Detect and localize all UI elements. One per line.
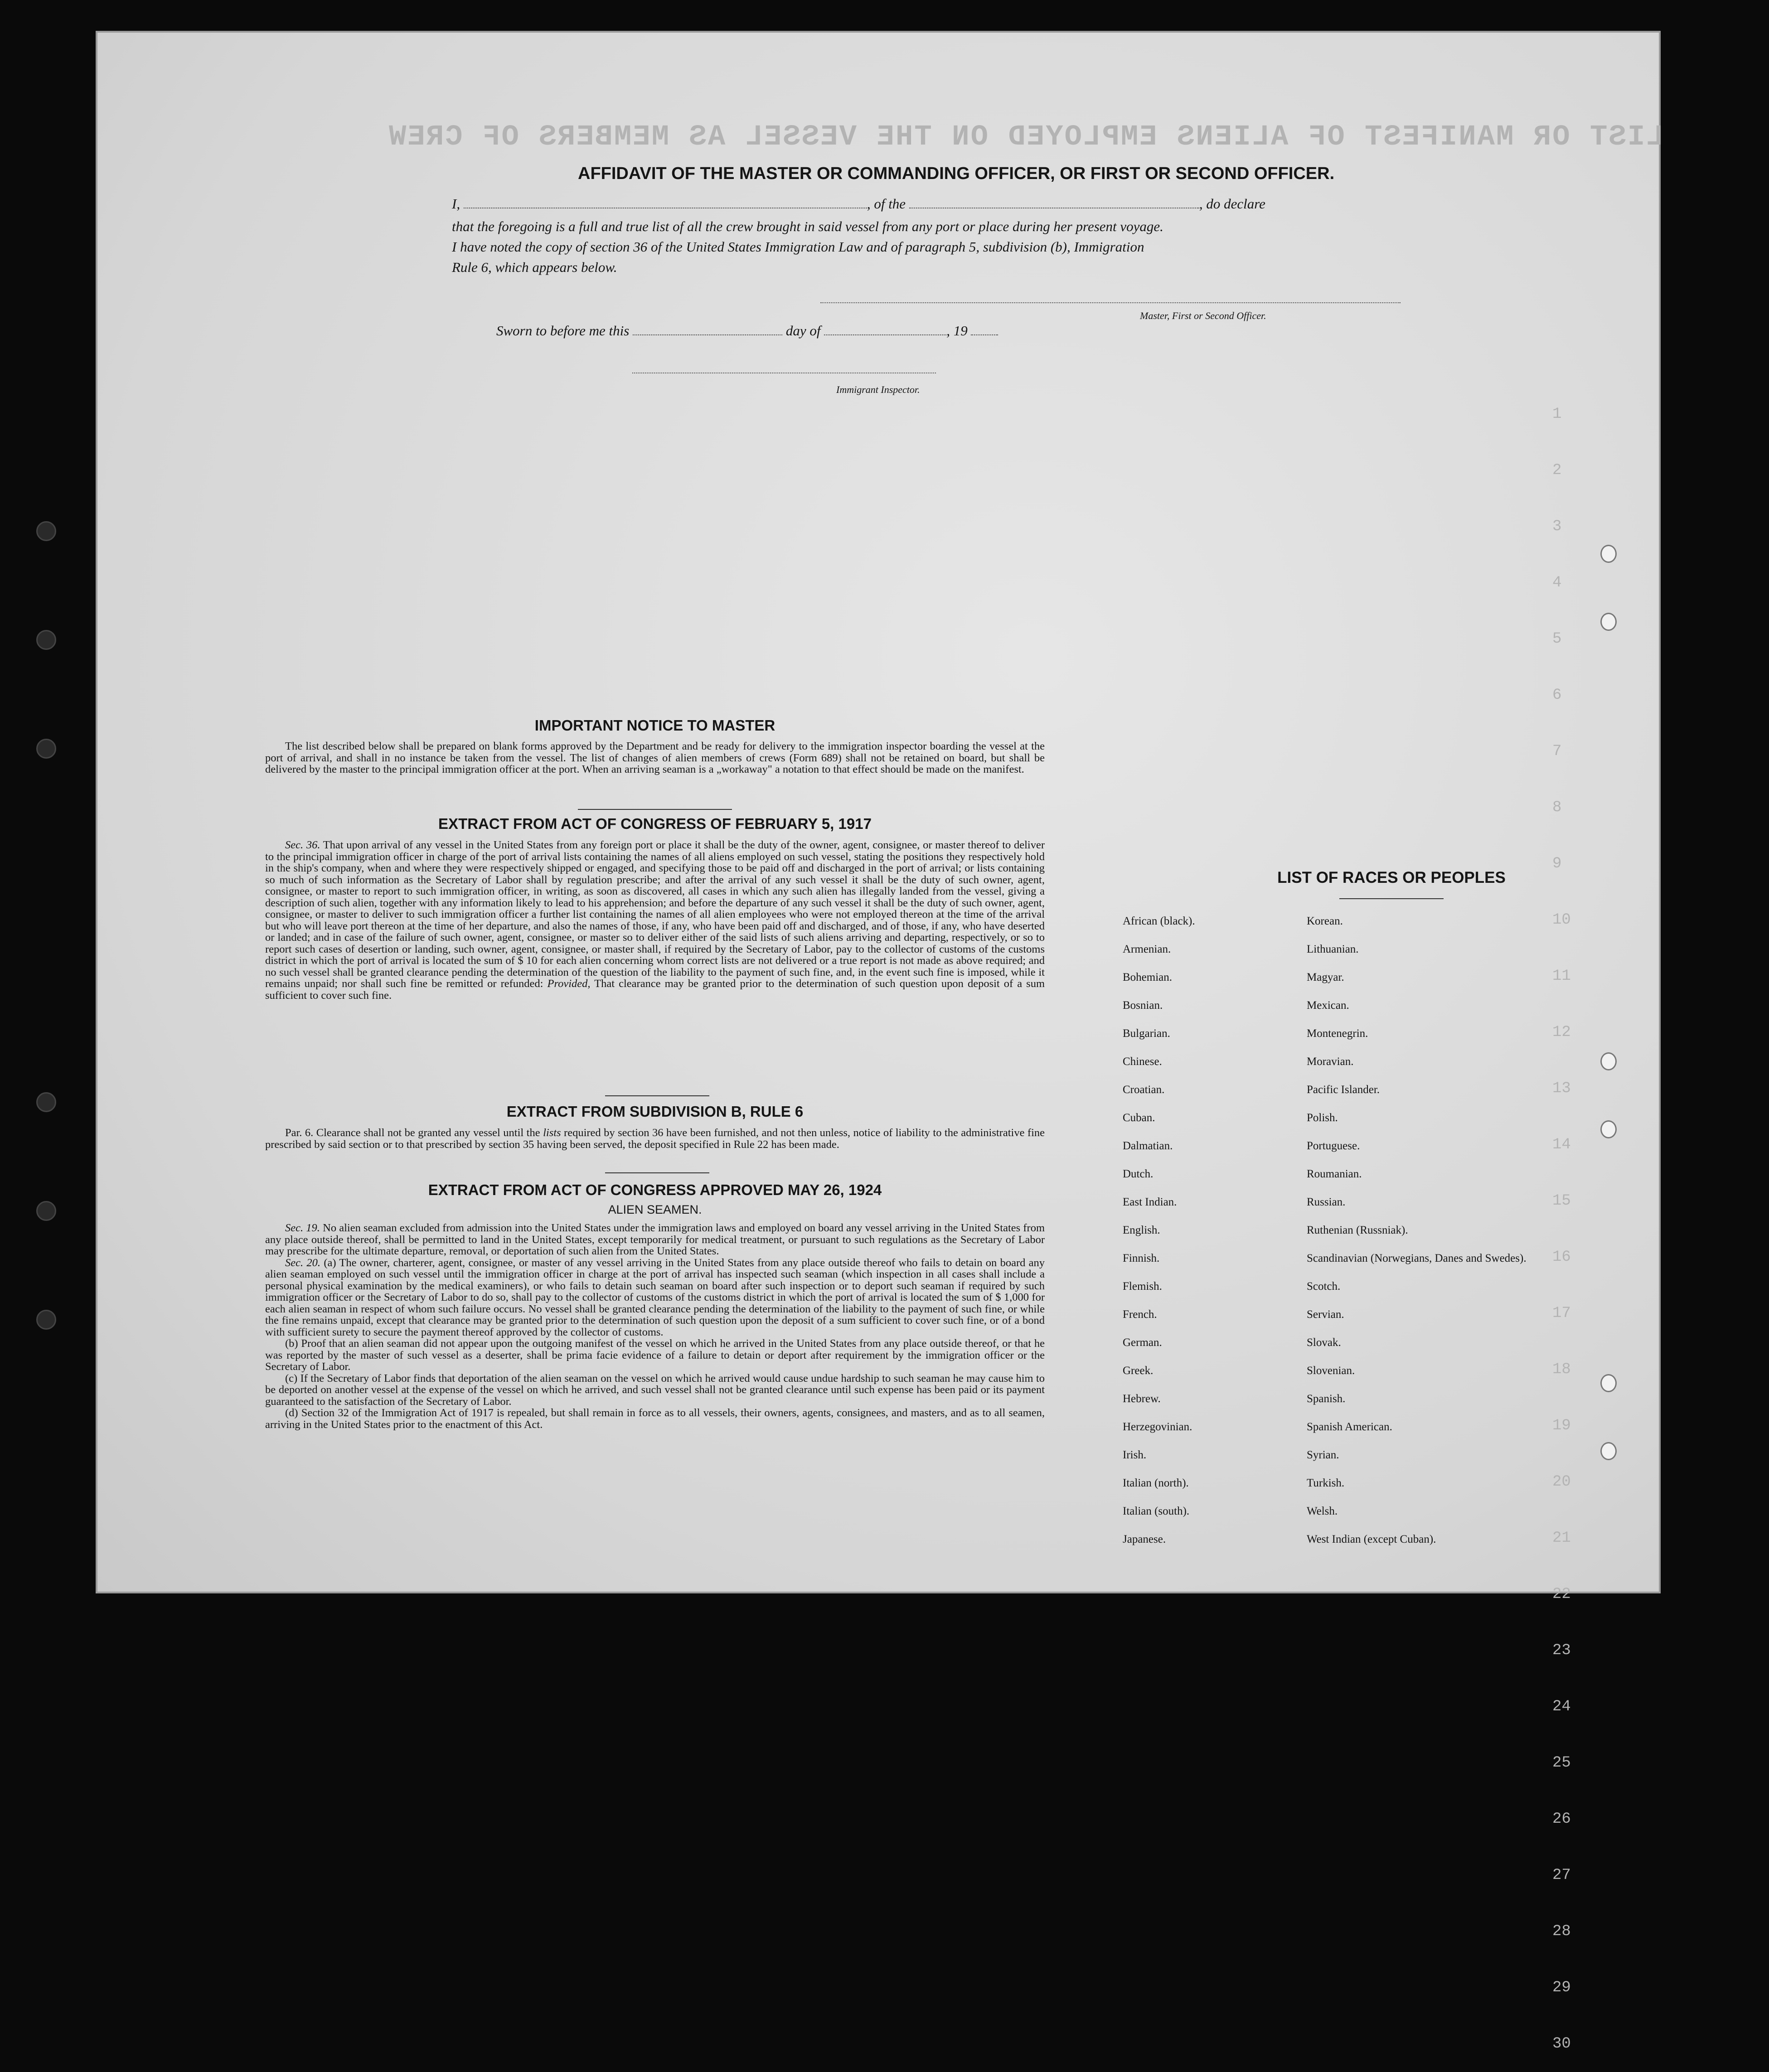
sworn-year-field[interactable] [971, 324, 998, 335]
rule6-text-start: Par. 6. Clearance shall not be granted any vessel until the [285, 1127, 540, 1139]
race-item: Bosnian. [1123, 999, 1163, 1012]
notice-paragraph: The list described below shall be prepared on blank forms approved by the Department and be ready for delivery to the immigration inspector boarding the vessel at the port of arrival, and shall in no instance be taken from the vessel. The list of changes of alien members of crews (Form 689) shall not be retained on board, but shall be delivered by the master to the principal immigration officer at the port. When an arriving seaman is a „workaway" a notation to that effect should be made on the manifest. [265, 740, 1045, 775]
binder-hole [36, 739, 56, 759]
section-divider [578, 809, 732, 810]
race-item: Polish. [1307, 1112, 1338, 1124]
vessel-field[interactable] [909, 198, 1199, 208]
races-title: LIST OF RACES OR PEOPLES [1277, 869, 1506, 886]
races-left-column [1123, 915, 1313, 1562]
sec-19-label: Sec. 19. [285, 1222, 320, 1234]
rule6-text-end: required by section 36 have been furnished, and not then unless, notice of liability to the administrative fine prescribed by said section or to that prescribed by section 35 having been served, the deposit specified in Rule 22 has been made. [265, 1127, 1045, 1151]
extract-1917-title: EXTRACT FROM ACT OF CONGRESS OF FEBRUARY 5, 1917 [438, 815, 872, 832]
race-item: Japanese. [1123, 1533, 1166, 1545]
race-item: Cuban. [1123, 1112, 1155, 1124]
race-item: English. [1123, 1224, 1160, 1236]
sworn-line [496, 323, 998, 339]
sec-20a-text: (a) The owner, charterer, agent, consignee, or master of any vessel arriving in the United States from any place outside thereof who fails to detain on board any alien seaman employed on such vessel until the immigration officer in charge at the port of arrival has inspected such seaman (which inspection in all cases shall include a personal physical examination by the medical examiners), or who fails to detain such seaman on board after such inspection or to deport such seaman if required by such immigration officer or the Secretary of Labor to do so, shall pay to the collector of customs of the customs district in which the port of arrival is located the sum of $ 1,000 for each alien seaman in respect of whom such failure occurs. No vessel shall be granted clearance pending the determination of the liability to the payment of such fine, or while the fine remains unpaid, except that clearance may be granted prior to the determination of such question upon the deposit of a sum sufficient to cover such fine, or of a bond with sufficient surety to secure the payment thereof approved by the collector of customs. [265, 1256, 1045, 1338]
race-item: Syrian. [1307, 1449, 1339, 1461]
race-item: Montenegrin. [1307, 1027, 1368, 1040]
section-divider [605, 1095, 709, 1096]
affidavit-declaration-line [452, 196, 1265, 212]
race-item: Dalmatian. [1123, 1140, 1173, 1152]
bleed-through-row-numbers: 1 2 3 4 5 6 7 8 9 10 11 12 13 14 15 16 17 18 19 20 21 22 23 24 25 26 27 28 29 30 [1552, 406, 1571, 2053]
affidavit-statement-1: that the foregoing is a full and true list of all the crew brought in said vessel from any port or place during her present voyage. [452, 218, 1163, 234]
sec-19-text: No alien seaman excluded from admission into the United States under the immigration laws and employed on board any vessel arriving in the United States from any place outside thereof, shall be permitted to land in the United States, except temporarily for medical treatment, or pursuant to such regulations as the Secretary of Labor may prescribe for the ultimate departure, removal, or deportation of such alien from the United States. [265, 1222, 1045, 1257]
sworn-day-field[interactable] [633, 324, 782, 335]
i-label: I, [452, 196, 460, 212]
race-item: Scotch. [1307, 1280, 1341, 1293]
race-item: Portuguese. [1307, 1140, 1360, 1152]
affidavit-statement-3: Rule 6, which appears below. [452, 259, 617, 275]
race-item: African (black). [1123, 915, 1195, 927]
extract-1924-title: EXTRACT FROM ACT OF CONGRESS APPROVED MAY 26, 1924 [428, 1181, 882, 1198]
name-field[interactable] [464, 198, 867, 208]
lists-word: lists [543, 1127, 561, 1139]
binder-hole [36, 1310, 56, 1330]
race-item: Finnish. [1123, 1252, 1160, 1264]
extract-1924-text [265, 1222, 1045, 1430]
race-item: German. [1123, 1336, 1162, 1349]
sec-20b-paragraph: (b) Proof that an alien seaman did not appear upon the outgoing manifest of the vessel on which he arrived in the United States from any place outside thereof, or that he was reported by the master of such vessel as a deserter, shall be prima facie evidence of a failure to detain or deport after requirement by the immigration officer or the Secretary of Labor. [265, 1337, 1045, 1373]
of-the-label: , of the [867, 196, 906, 212]
punch-hole [1600, 545, 1617, 563]
master-signature-line[interactable] [820, 302, 1401, 303]
race-item: Bohemian. [1123, 971, 1173, 983]
punch-hole [1600, 613, 1617, 631]
race-item: Dutch. [1123, 1168, 1153, 1180]
sec-36-text-end: That clearance may be granted prior to the determination of such question upon deposit of a sum sufficient to cover such fine. [265, 978, 1045, 1002]
race-item: Slovak. [1307, 1336, 1341, 1349]
race-item: Russian. [1307, 1196, 1346, 1208]
do-declare-label: , do declare [1199, 196, 1265, 212]
sec-20-label: Sec. 20. [285, 1256, 321, 1269]
day-of-label: day of [785, 323, 821, 339]
race-item: Flemish. [1123, 1280, 1162, 1293]
race-item: Greek. [1123, 1365, 1153, 1377]
extract-1917-text [265, 839, 1045, 1001]
inspector-label: Immigrant Inspector. [836, 384, 920, 395]
race-item: Ruthenian (Russniak). [1307, 1224, 1408, 1236]
rule6-paragraph [265, 1127, 1045, 1150]
binder-hole [36, 1201, 56, 1221]
sec-36-text: That upon arrival of any vessel in the United States from any foreign port or place it shall be the duty of the owner, agent, consignee, or master thereof to deliver to the principal immigration officer in charge of the port of arrival lists containing the names of all aliens employed on such vessel, stating the positions they respectively hold in the ship's company, when and where they were respectively shipped or engaged, and specifying those to be paid off and discharged in the port of arrival; or lists containing so much of such information as the Secretary of Labor shall by regulation prescribe; and after the arrival of any such vessel it shall be the duty of such owner, agent, consignee, or master to report to such immigration officer, in writing, as soon as discovered, all cases in which any such alien has illegally landed from the vessel, giving a description of such alien, together with any information likely to lead to his apprehension; and before the departure of any such vessel it shall be the duty of such owner, agent, consignee, or master to deliver to such immigration officer a further list containing the names of all alien employees who were not employed thereon at the time of the arrival but who will leave port thereon at the time of her departure, and also the names of those, if any, who have been paid off and discharged, and of those, if any, who have deserted or landed; and in case of the failure of such owner, agent, consignee, or master so to deliver either of the said lists of such aliens arriving and departing, respectively, or so to report such cases of desertion or landing, such owner, agent, consignee, or master shall, if required by the Secretary of Labor, pay to the collector of customs of the customs district in which the port of arrival is located the sum of $ 10 for each alien concerning whom correct lists are not delivered or a true report is not made as above required; and no such vessel shall be granted clearance pending the determination of the question of the liability to the payment of such fine, and, in the event such fine is imposed, while it remains unpaid; nor shall such fine be remitted or refunded: [265, 839, 1045, 990]
section-divider [605, 1172, 709, 1173]
punch-hole [1600, 1374, 1617, 1392]
race-item: Italian (north). [1123, 1477, 1189, 1489]
extract-rule6-text [265, 1127, 1045, 1150]
race-item: Turkish. [1307, 1477, 1345, 1489]
extract-1924-subtitle: ALIEN SEAMEN. [608, 1203, 702, 1216]
race-item: Pacific Islander. [1307, 1084, 1380, 1096]
sworn-label: Sworn to before me this [496, 323, 630, 339]
race-item: Spanish American. [1307, 1421, 1392, 1433]
sec-19-paragraph [265, 1222, 1045, 1257]
race-item: Roumanian. [1307, 1168, 1362, 1180]
affidavit-statement-2: I have noted the copy of section 36 of the United States Immigration Law and of paragraph 5, subdivision (b), Immigration [452, 239, 1144, 255]
sec-20c-paragraph: (c) If the Secretary of Labor finds that deportation of the alien seaman on the vessel on which he arrived would cause undue hardship to such seaman he may cause him to be deported on another vessel at the expense of the vessel on which he arrived, and such vessel shall not be granted clearance until such expense has been paid or its payment guaranteed to the satisfaction of the Secretary of Labor. [265, 1372, 1045, 1408]
race-item: Slovenian. [1307, 1365, 1355, 1377]
sworn-month-field[interactable] [824, 324, 946, 335]
sec-20d-paragraph: (d) Section 32 of the Immigration Act of 1917 is repealed, but shall remain in force as to all vessels, their owners, agents, consignees, and masters, and as to all seamen, arriving in the United States prior to the enactment of this Act. [265, 1407, 1045, 1431]
race-item: Chinese. [1123, 1055, 1162, 1068]
race-item: East Indian. [1123, 1196, 1177, 1208]
race-item: French. [1123, 1308, 1157, 1321]
races-right-column [1307, 915, 1527, 1562]
punch-hole [1600, 1052, 1617, 1070]
race-item: Bulgarian. [1123, 1027, 1170, 1040]
race-item: Welsh. [1307, 1505, 1338, 1517]
binder-hole [36, 630, 56, 650]
sec-36-label: Sec. 36. [285, 839, 320, 851]
document-sheet [97, 33, 1664, 2053]
sec-20a-paragraph [265, 1257, 1045, 1338]
binder-hole [36, 1092, 56, 1112]
race-item: Croatian. [1123, 1084, 1165, 1096]
race-item: Spanish. [1307, 1393, 1346, 1405]
notice-text [265, 741, 1045, 775]
extract-1917-paragraph [265, 839, 1045, 1001]
race-item: Korean. [1307, 915, 1343, 927]
binder-hole [36, 521, 56, 541]
race-item: Armenian. [1123, 943, 1171, 955]
race-item: Mexican. [1307, 999, 1349, 1012]
race-item: Irish. [1123, 1449, 1147, 1461]
provided-word: Provided, [547, 978, 591, 990]
race-item: Herzegovinian. [1123, 1421, 1192, 1433]
race-item: Servian. [1307, 1308, 1344, 1321]
punch-hole [1600, 1442, 1617, 1460]
master-label: Master, First or Second Officer. [1140, 310, 1266, 321]
races-title-underline [1339, 898, 1444, 899]
race-item: Magyar. [1307, 971, 1344, 983]
year-prefix-label: , 19 [946, 323, 968, 339]
race-item: West Indian (except Cuban). [1307, 1533, 1436, 1545]
extract-rule6-title: EXTRACT FROM SUBDIVISION B, RULE 6 [506, 1103, 804, 1120]
bleed-through-header: LIST OR MANIFEST OF ALIENS EMPLOYED ON THE VESSEL AS MEMBERS OF CREW [388, 121, 1664, 154]
race-item: Moravian. [1307, 1055, 1354, 1068]
punch-hole [1600, 1120, 1617, 1138]
race-item: Italian (south). [1123, 1505, 1190, 1517]
notice-title: IMPORTANT NOTICE TO MASTER [534, 717, 775, 734]
race-item: Scandinavian (Norwegians, Danes and Swedes). [1307, 1252, 1527, 1264]
affidavit-title: AFFIDAVIT OF THE MASTER OR COMMANDING OFFICER, OR FIRST OR SECOND OFFICER. [578, 164, 1335, 183]
race-item: Hebrew. [1123, 1393, 1161, 1405]
race-item: Lithuanian. [1307, 943, 1359, 955]
